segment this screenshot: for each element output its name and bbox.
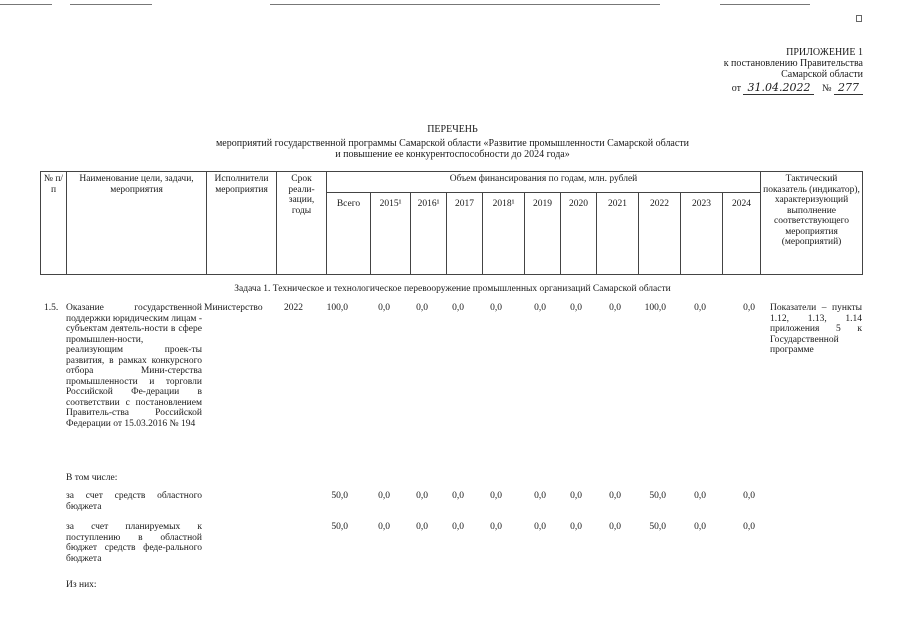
subrow-value: 0,0 bbox=[452, 522, 464, 532]
header-name: Наименование цели, задачи, мероприятия bbox=[67, 172, 207, 275]
funding-table-header bbox=[40, 171, 863, 275]
subrow-value: 0,0 bbox=[694, 522, 706, 532]
subrow-value: 50,0 bbox=[649, 522, 666, 532]
row-value: 0,0 bbox=[609, 303, 621, 313]
subrow-value: 0,0 bbox=[490, 491, 502, 501]
row-value: 0,0 bbox=[490, 303, 502, 313]
subrow-name: за счет планируемых к поступлению в областной бюджет средств феде-рального бюджета bbox=[66, 522, 202, 564]
header-year: 2024 bbox=[723, 193, 761, 275]
subrow-value: 0,0 bbox=[609, 522, 621, 532]
row-value: 0,0 bbox=[534, 303, 546, 313]
scan-artifact-mark bbox=[856, 15, 862, 22]
subrow-value: 0,0 bbox=[609, 491, 621, 501]
document-title-line2: и повышение ее конкурентоспособности до 2024 года» bbox=[335, 149, 570, 160]
row-value: 0,0 bbox=[378, 303, 390, 313]
header-year: 2017 bbox=[447, 193, 483, 275]
subrow-value: 0,0 bbox=[490, 522, 502, 532]
row-value: 0,0 bbox=[452, 303, 464, 313]
header-year: 2015¹ bbox=[371, 193, 411, 275]
subrow-total: 50,0 bbox=[331, 522, 348, 532]
row-value: 0,0 bbox=[416, 303, 428, 313]
subrow-value: 0,0 bbox=[416, 522, 428, 532]
approval-date-line bbox=[724, 82, 863, 94]
header-period: Срок реали-зации, годы bbox=[277, 172, 327, 275]
subrow-label: В том числе: bbox=[66, 473, 118, 483]
row-executor: Министерство bbox=[204, 303, 263, 313]
subrow-name: за счет средств областного бюджета bbox=[66, 491, 202, 512]
approval-number: 277 bbox=[834, 81, 863, 95]
task-row: Задача 1. Техническое и технологическое перевооружение промышленных организаций Самарской области bbox=[234, 284, 671, 294]
header-year: 2021 bbox=[597, 193, 639, 275]
subrow-value: 0,0 bbox=[378, 522, 390, 532]
header-year: 2019 bbox=[525, 193, 561, 275]
row-indicator: Показатели – пункты 1.12, 1.13, 1.14 приложения 5 к Государственной программе bbox=[770, 303, 862, 355]
row-total: 100,0 bbox=[326, 303, 348, 313]
subrow-value: 0,0 bbox=[570, 491, 582, 501]
header-num: № п/п bbox=[41, 172, 67, 275]
scan-artifact-line bbox=[70, 4, 152, 5]
subrow-value: 0,0 bbox=[570, 522, 582, 532]
row-period: 2022 bbox=[284, 303, 303, 313]
subrow-value: 0,0 bbox=[694, 491, 706, 501]
subrow-value: 0,0 bbox=[452, 491, 464, 501]
subrow-label: Из них: bbox=[66, 580, 97, 590]
row-value: 100,0 bbox=[644, 303, 666, 313]
subrow-value: 0,0 bbox=[534, 491, 546, 501]
header-year: 2020 bbox=[561, 193, 597, 275]
approval-line2: к постановлению Правительства bbox=[723, 58, 863, 69]
approval-block bbox=[724, 47, 863, 94]
scan-artifact-line bbox=[0, 4, 52, 5]
subrow-value: 0,0 bbox=[743, 491, 755, 501]
subrow-value: 50,0 bbox=[649, 491, 666, 501]
header-total: Всего bbox=[327, 193, 371, 275]
scan-artifact-line bbox=[720, 4, 810, 5]
row-name: Оказание государственной поддержки юридическим лицам - субъектам деятель-ности в сфере промышлен-ности, реализующим проек-ты развития, в рамках конкурсного отбора Мини-стерства промышленности и торговли Российской Фе-дерации в соответствии с постановлением Правитель-ства Российской Федерации от 15.03.2016 № 194 bbox=[66, 303, 202, 429]
row-value: 0,0 bbox=[743, 303, 755, 313]
header-funding: Объем финансирования по годам, млн. рублей bbox=[327, 172, 761, 193]
header-year: 2018¹ bbox=[483, 193, 525, 275]
document-title-line1: мероприятий государственной программы Самарской области «Развитие промышленности Самарской области bbox=[215, 138, 690, 149]
subrow-value: 0,0 bbox=[378, 491, 390, 501]
document-heading: ПЕРЕЧЕНЬ bbox=[427, 124, 478, 135]
number-prefix: № bbox=[821, 83, 832, 94]
date-prefix: от bbox=[731, 83, 741, 94]
header-year: 2016¹ bbox=[411, 193, 447, 275]
row-value: 0,0 bbox=[570, 303, 582, 313]
header-year: 2023 bbox=[681, 193, 723, 275]
subrow-total: 50,0 bbox=[331, 491, 348, 501]
scan-artifact-line bbox=[270, 4, 660, 5]
row-value: 0,0 bbox=[694, 303, 706, 313]
header-executors: Исполнители мероприятия bbox=[207, 172, 277, 275]
approval-date: 31.04.2022 bbox=[743, 81, 814, 95]
row-number: 1.5. bbox=[44, 303, 59, 313]
subrow-value: 0,0 bbox=[743, 522, 755, 532]
subrow-value: 0,0 bbox=[534, 522, 546, 532]
subrow-value: 0,0 bbox=[416, 491, 428, 501]
approval-line3: Самарской области bbox=[781, 69, 863, 80]
header-indicator: Тактический показатель (индикатор), характеризующий выполнение соответствующего мероприятия (мероприятий) bbox=[761, 172, 863, 275]
header-year: 2022 bbox=[639, 193, 681, 275]
approval-line1: ПРИЛОЖЕНИЕ 1 bbox=[786, 47, 863, 58]
